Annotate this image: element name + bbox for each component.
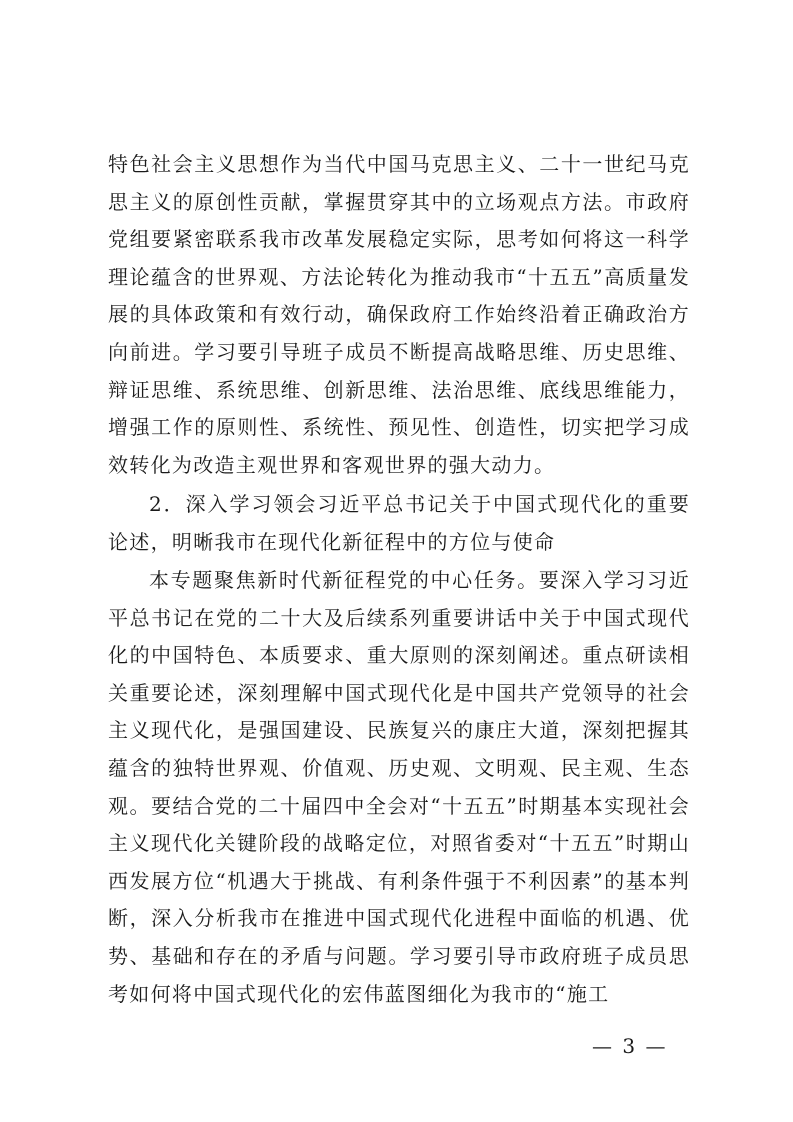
section-heading: 2．深入学习领会习近平总书记关于中国式现代化的重要论述，明晰我市在现代化新征程中的方位与使命 — [108, 492, 690, 554]
body-paragraph: 本专题聚焦新时代新征程党的中心任务。要深入学习习近平总书记在党的二十大及后续系列重要讲话中关于中国式现代化的中国特色、本质要求、重大原则的深刻阐述。重点研读相关重要论述，深刻理解中国式现代化是中国共产党领导的社会主义现代化，是强国建设、民族复兴的康庄大道，深刻把握其蕴含的独特世界观、价值观、历史观、文明观、民主观、生态观。要结合党的二十届四中全会对“十五五”时期基本实现社会主义现代化关键阶段的战略定位，对照省委对“十五五”时期山西发展方位“机遇大于挑战、有利条件强于不利因素”的基本判断，深入分析我市在推进中国式现代化进程中面临的机遇、优势、基础和存在的矛盾与问题。学习要引导市政府班子成员思考如何将中国式现代化的宏伟蓝图细化为我市的“施工 — [108, 568, 690, 1006]
continued-paragraph: 特色社会主义思想作为当代中国马克思主义、二十一世纪马克思主义的原创性贡献，掌握贯穿其中的立场观点方法。市政府党组要紧密联系我市改革发展稳定实际，思考如何将这一科学理论蕴含的世界观、方法论转化为推动我市“十五五”高质量发展的具体政策和有效行动，确保政府工作始终沿着正确政治方向前进。学习要引导班子成员不断提高战略思维、历史思维、辩证思维、系统思维、创新思维、法治思维、底线思维能力，增强工作的原则性、系统性、预见性、创造性，切实把学习成效转化为改造主观世界和客观世界的强大动力。 — [108, 152, 690, 477]
page-number: — 3 — — [592, 1034, 668, 1058]
